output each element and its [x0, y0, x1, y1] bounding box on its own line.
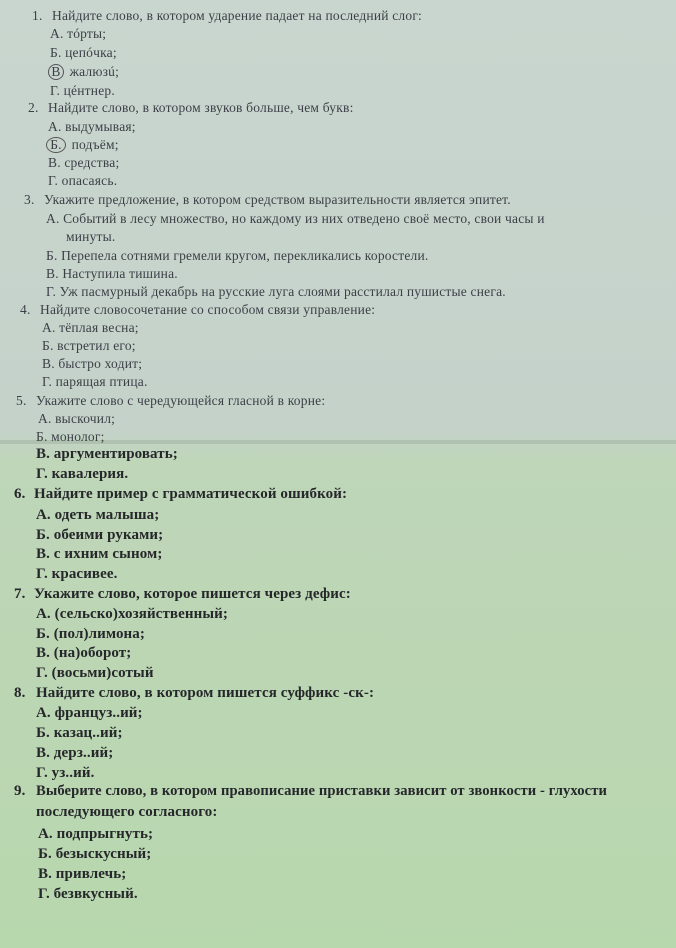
circled-answer-mark: В [48, 64, 64, 80]
question-number: 9. [14, 783, 26, 799]
question-number: 4. [20, 302, 31, 317]
option-a: А. одеть малыша; [36, 507, 160, 523]
option-d: Г. цéнтнер. [50, 83, 115, 98]
option-c: В. (на)оборот; [36, 645, 132, 661]
option-text: жалюзú; [66, 64, 120, 79]
option-c: В. средства; [48, 155, 120, 170]
option-a: А. француз..ий; [36, 705, 143, 721]
option-d: Г. безвкусный. [38, 886, 138, 902]
option-c: В. привлечь; [38, 866, 127, 882]
option-d: Г. кавалерия. [36, 466, 129, 482]
question-text: Найдите слово, в котором пишется суффикс -ск-: [36, 685, 375, 701]
question-number: 7. [14, 586, 26, 602]
option-a: А. (сельско)хозяйственный; [36, 606, 229, 622]
option-a: А. выскочил; [38, 411, 116, 426]
option-b: Б. встретил его; [42, 338, 136, 353]
option-c: В. аргументировать; [36, 446, 178, 462]
option-d: Г. Уж пасмурный декабрь на русские луга слоями расстилал пушистые снега. [46, 284, 506, 299]
option-a: А. выдумывая; [48, 119, 136, 134]
option-b: Б. Перепела сотнями гремели кругом, перекликались коростели. [46, 248, 429, 263]
question-text: Укажите слово, которое пишется через дефис: [34, 586, 351, 602]
option-b: Б. безыскусный; [38, 846, 152, 862]
question-text-continued: последующего согласного: [36, 804, 218, 820]
option-c: В. быстро ходит; [42, 356, 143, 371]
question-number: 1. [32, 8, 43, 23]
option-c: В. с ихним сыном; [36, 546, 163, 562]
option-b: Б. казац..ий; [36, 725, 123, 741]
option-b: Б. (пол)лимона; [36, 626, 145, 642]
option-b: Б. обеими руками; [36, 527, 164, 543]
option-c: В. дерз..ий; [36, 745, 114, 761]
question-number: 6. [14, 486, 26, 502]
option-d: Г. (восьми)сотый [36, 665, 154, 681]
option-d: Г. опасаясь. [48, 173, 118, 188]
question-text: Укажите предложение, в котором средством выразительности является эпитет. [44, 192, 511, 207]
option-a: А. подпрыгнуть; [38, 826, 154, 842]
option-d: Г. красивее. [36, 566, 118, 582]
option-a: А. тóрты; [50, 26, 107, 41]
question-number: 2. [28, 100, 39, 115]
question-text: Укажите слово с чередующейся гласной в корне: [36, 393, 326, 408]
option-b-circled [46, 137, 119, 153]
option-d: Г. парящая птица. [42, 374, 148, 389]
option-d: Г. уз..ий. [36, 765, 95, 781]
option-c: В. Наступила тишина. [46, 266, 178, 281]
question-text: Выберите слово, в котором правописание приставки зависит от звонкости - глухости [36, 783, 607, 799]
option-c-circled [48, 64, 119, 80]
question-text: Найдите словосочетание со способом связи управление: [40, 302, 376, 317]
question-number: 3. [24, 192, 35, 207]
option-b: Б. монолог; [36, 429, 105, 444]
question-number: 5. [16, 393, 27, 408]
option-b: Б. цепóчка; [50, 45, 117, 60]
question-text: Найдите слово, в котором звуков больше, чем букв: [48, 100, 354, 115]
question-text: Найдите пример с грамматической ошибкой: [34, 486, 348, 502]
option-a: А. тёплая весна; [42, 320, 139, 335]
circled-answer-mark: Б. [46, 137, 66, 153]
question-text: Найдите слово, в котором ударение падает на последний слог: [52, 8, 423, 23]
option-a-continued: минуты. [66, 229, 116, 244]
option-text: подъём; [68, 137, 119, 152]
option-a: А. Событий в лесу множество, но каждому из них отведено своё место, свои часы и [46, 211, 545, 226]
question-number: 8. [14, 685, 26, 701]
